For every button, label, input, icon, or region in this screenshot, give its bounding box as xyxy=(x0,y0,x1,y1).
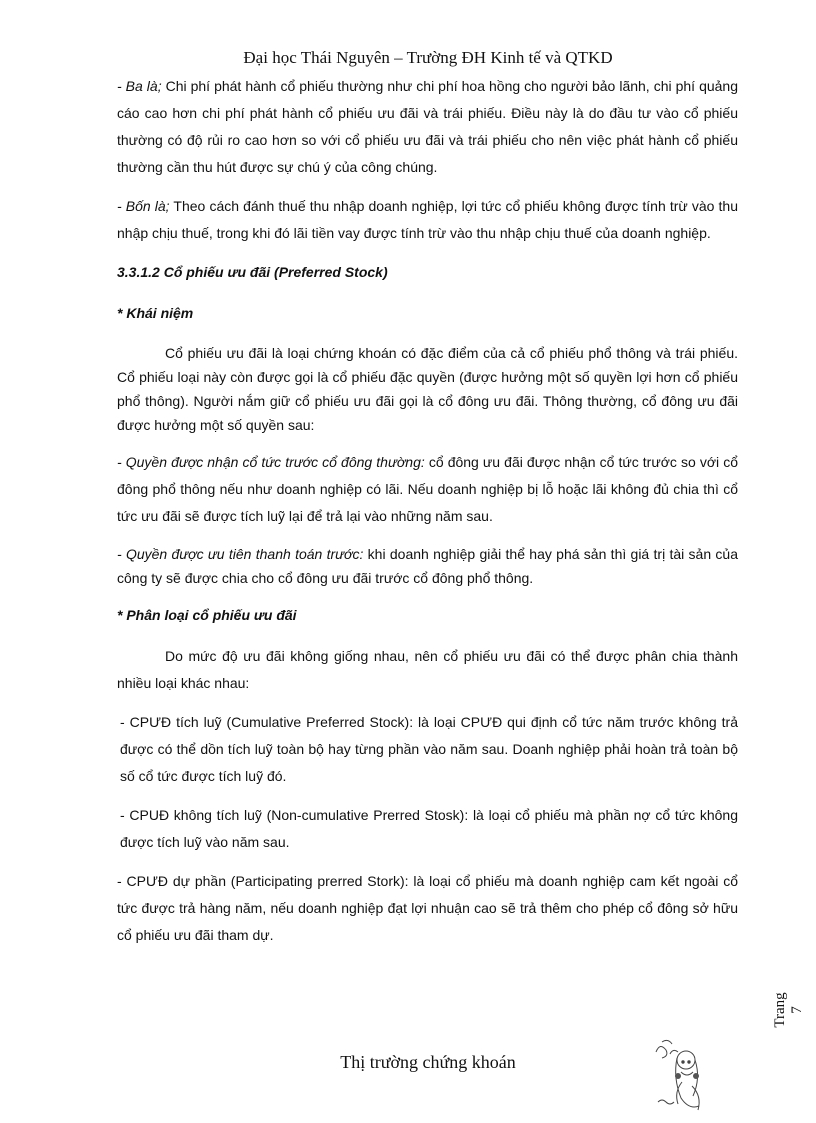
paragraph-bon-la xyxy=(117,193,738,247)
page-header: Đại học Thái Nguyên – Trường ĐH Kinh tế và QTKD xyxy=(243,48,613,67)
paragraph-lead: - Quyền được ưu tiên thanh toán trước: xyxy=(117,546,364,562)
list-item-cumulative: - CPƯĐ tích luỹ (Cumulative Preferred Stock): là loại CPƯĐ qui định cổ tức năm trước không trả được có thể dồn tích luỹ toàn bộ hay từng phần vào năm sau. Doanh nghiệp phải hoàn trả toàn bộ số cổ tức được tích luỹ đó. xyxy=(120,714,738,784)
page-number: Trang 7 xyxy=(772,992,805,1028)
paragraph-lead: - Bốn là; xyxy=(117,198,170,214)
paragraph-text: Chi phí phát hành cổ phiếu thường như chi phí hoa hồng cho người bảo lãnh, chi phí quảng cáo cao hơn chi phí phát hành cổ phiếu ưu đãi và trái phiếu. Điều này là do đầu tư vào cổ phiếu thường có độ rủi ro cao hơn so với cổ phiếu ưu đãi và trái phiếu cho nên việc phát hành cổ phiếu thường cần thu hút được sự chú ý của công chúng. xyxy=(117,78,738,175)
classification-heading: * Phân loại cổ phiếu ưu đãi xyxy=(117,607,297,623)
list-item-non-cumulative: - CPUĐ không tích luỹ (Non-cumulative Prerred Stosk): là loại cổ phiếu mà phần nợ cổ tức không được tích luỹ vào năm sau. xyxy=(120,807,738,850)
paragraph-right-liquidation xyxy=(117,542,738,590)
decorative-illustration xyxy=(648,1032,708,1118)
paragraph-ba-la xyxy=(117,73,738,181)
document-body xyxy=(117,73,738,961)
paragraph-right-dividend xyxy=(117,449,738,530)
page-footer: Thị trường chứng khoán xyxy=(340,1052,516,1072)
paragraph-text: khi doanh nghiệp giải thể hay phá sản thì giá trị tài sản của công ty sẽ được chia cho cổ đông ưu đãi trước cổ đông phổ thông. xyxy=(117,546,738,586)
paragraph-text: Theo cách đánh thuế thu nhập doanh nghiệp, lợi tức cổ phiếu không được tính trừ vào thu nhập chịu thuế, trong khi đó lãi tiền vay được tính trừ vào thu nhập chịu thuế của doanh nghiệp. xyxy=(117,198,739,241)
concept-heading: * Khái niệm xyxy=(117,305,194,321)
paragraph-concept: Cổ phiếu ưu đãi là loại chứng khoán có đặc điểm của cả cổ phiếu phổ thông và trái phiếu. Cổ phiếu loại này còn được gọi là cổ phiếu đặc quyền (được hưởng một số quyền lợi hơn cổ phiếu phổ thông). Người nắm giữ cổ phiếu ưu đãi gọi là cổ đông ưu đãi. Thông thường, cổ đông ưu đãi được hưởng một số quyền sau: xyxy=(117,345,738,433)
paragraph-lead: - Quyền được nhận cổ tức trước cổ đông thường: xyxy=(117,454,425,470)
paragraph-text: cổ đông ưu đãi được nhận cổ tức trước so với cổ đông phổ thông nếu như doanh nghiệp có lãi. Nếu doanh nghiệp bị lỗ hoặc lãi không đủ chia thì cổ tức ưu đãi sẽ được tích luỹ lại để trả lại vào những năm sau. xyxy=(117,454,738,524)
paragraph-classification-intro: Do mức độ ưu đãi không giống nhau, nên cổ phiếu ưu đãi có thể được phân chia thành nhiều loại khác nhau: xyxy=(117,648,738,691)
paragraph-lead: - Ba là; xyxy=(117,78,162,94)
section-heading: 3.3.1.2 Cổ phiếu ưu đãi (Preferred Stock) xyxy=(117,264,388,280)
list-item-participating: - CPƯĐ dự phần (Participating prerred Stork): là loại cổ phiếu mà doanh nghiệp cam kết ngoài cổ tức được trả hàng năm, nếu doanh nghiệp đạt lợi nhuận cao sẽ trả thêm cho phép cổ đông sở hữu cổ phiếu ưu đãi tham dự. xyxy=(117,873,738,943)
